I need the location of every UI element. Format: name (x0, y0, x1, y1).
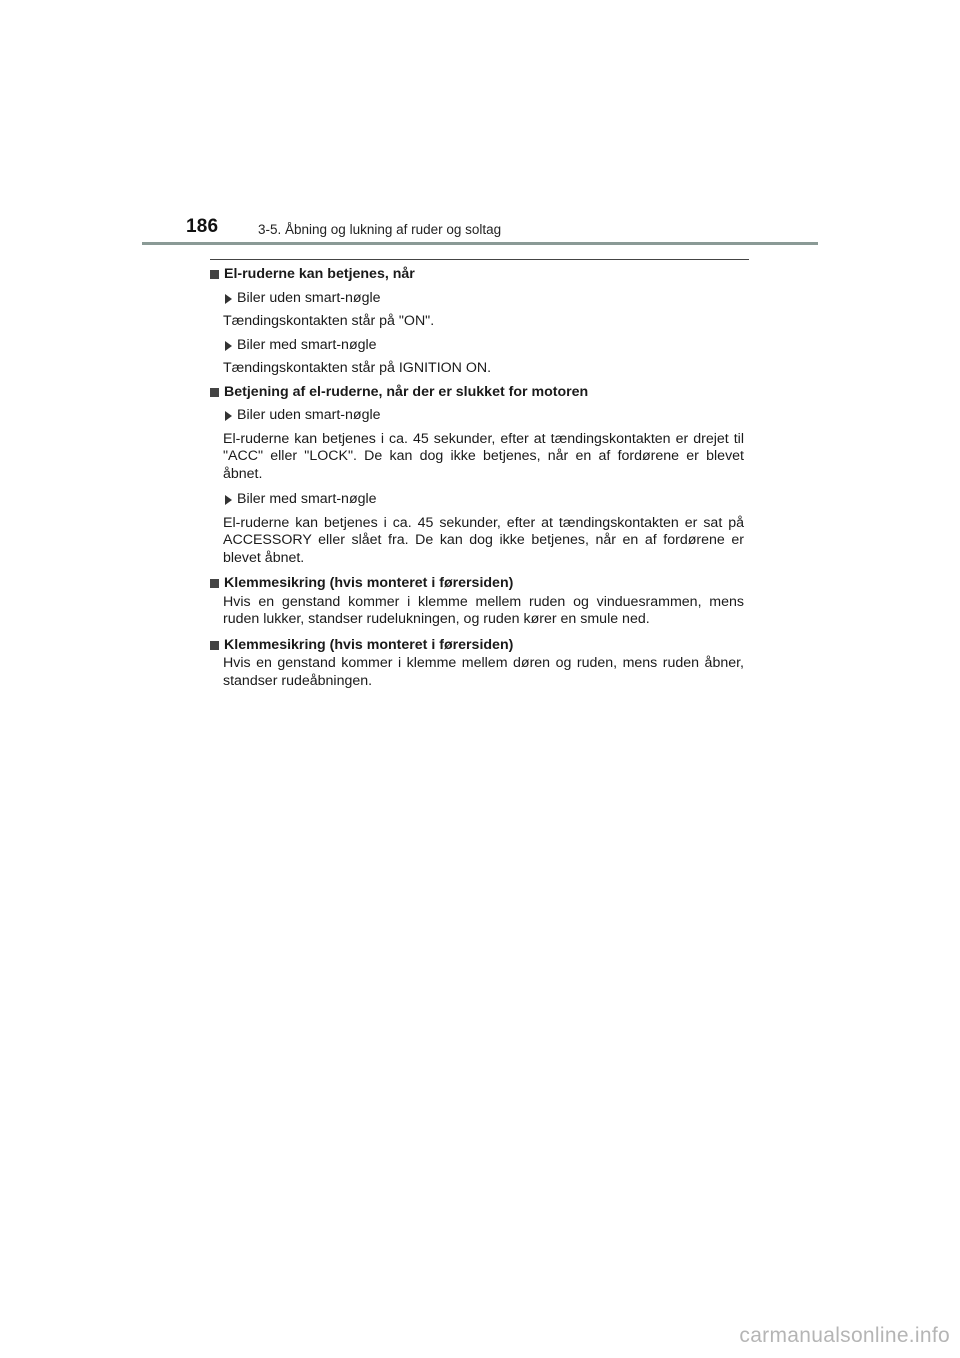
header-rule (142, 242, 818, 245)
subheading (210, 337, 744, 355)
subheading-text: Biler uden smart-nøgle (237, 289, 381, 306)
section-heading (210, 575, 744, 593)
paragraph: Tændingskontakten står på IGNITION ON. (223, 360, 492, 376)
subheading (210, 290, 744, 308)
triangle-bullet-icon (225, 495, 232, 505)
paragraph: Hvis en genstand kommer i klemme mellem ruden og vinduesrammen, mens ruden lukker, standser rudelukningen, og ruden kører en smule ned. (223, 593, 744, 627)
paragraph: El-ruderne kan betjenes i ca. 45 sekunder, efter at tændingskontakten er sat på ACCESSORY eller slået fra. De kan dog ikke betjenes, når en af fordørene er blevet åbnet. (223, 514, 744, 566)
square-bullet-icon (210, 388, 219, 397)
subheading (210, 491, 744, 509)
triangle-bullet-icon (225, 294, 232, 304)
running-header: 3-5. Åbning og lukning af ruder og soltag (258, 222, 502, 237)
subheading (210, 407, 744, 425)
section-heading (210, 384, 744, 402)
section-rule (210, 259, 749, 260)
subheading-text: Biler med smart-nøgle (237, 336, 377, 353)
paragraph: Tændingskontakten står på "ON". (223, 313, 435, 329)
square-bullet-icon (210, 270, 219, 279)
section-heading-text: Klemmesikring (hvis monteret i førersiden) (224, 575, 514, 591)
section-heading-text: Betjening af el-ruderne, når der er slukket for motoren (224, 383, 589, 400)
paragraph: Hvis en genstand kommer i klemme mellem døren og ruden, mens ruden åbner, standser rudeåbningen. (223, 655, 744, 689)
paragraph: El-ruderne kan betjenes i ca. 45 sekunder, efter at tændingskontakten er drejet til "ACC" eller "LOCK". De kan dog ikke betjenes, når en af fordørene er blevet åbnet. (223, 430, 744, 482)
section-heading-text: El-ruderne kan betjenes, når (224, 266, 415, 282)
square-bullet-icon (210, 579, 219, 588)
page-number: 186 (186, 216, 219, 237)
subheading-text: Biler med smart-nøgle (237, 491, 377, 507)
triangle-bullet-icon (225, 411, 232, 421)
triangle-bullet-icon (225, 341, 232, 351)
section-heading (210, 637, 744, 655)
page-content (210, 266, 744, 696)
watermark: carmanualsonline.info (739, 1324, 950, 1347)
section-heading (210, 266, 744, 284)
square-bullet-icon (210, 641, 219, 650)
section-heading-text: Klemmesikring (hvis monteret i førersiden) (224, 636, 514, 653)
subheading-text: Biler uden smart-nøgle (237, 407, 381, 423)
